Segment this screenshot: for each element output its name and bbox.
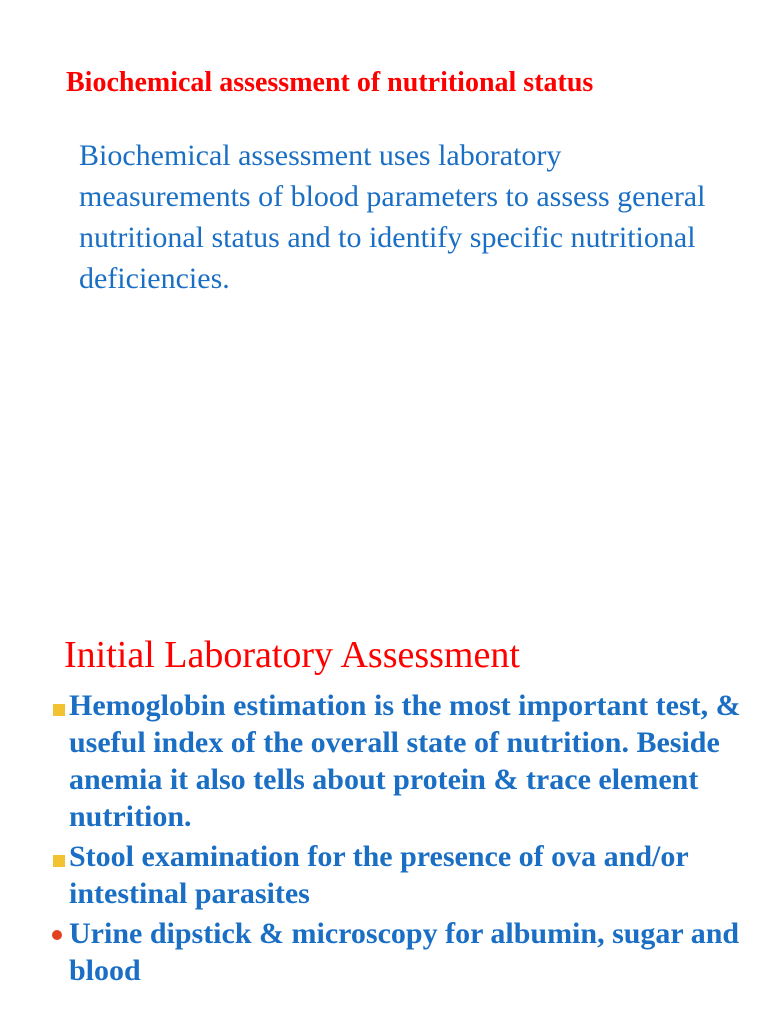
bullet-text: Hemoglobin estimation is the most important test, & useful index of the overall state of nutrition. Beside anemia it also tells about protein & trace element nutrition. [69, 689, 741, 833]
bullet-item-stool-examination [46, 838, 746, 912]
bullet-item-urine-dipstick [46, 915, 746, 989]
slide-1-title: Biochemical assessment of nutritional status [66, 67, 594, 98]
slide-2-title: Initial Laboratory Assessment [64, 634, 520, 676]
bullet-text: Urine dipstick & microscopy for albumin, sugar and blood [69, 917, 740, 987]
dot-bullet-icon [49, 915, 67, 952]
bullet-text: Stool examination for the presence of ova and/or intestinal parasites [69, 840, 689, 910]
square-bullet-icon [49, 687, 67, 724]
bullet-list [46, 687, 746, 992]
slide-1-body-text: Biochemical assessment uses laboratory measurements of blood parameters to assess general nutritional status and to identify specific nutritional deficiencies. [79, 139, 706, 295]
square-bullet-icon [49, 838, 67, 875]
slide-2 [0, 512, 768, 1024]
bullet-item-hemoglobin [46, 687, 746, 835]
